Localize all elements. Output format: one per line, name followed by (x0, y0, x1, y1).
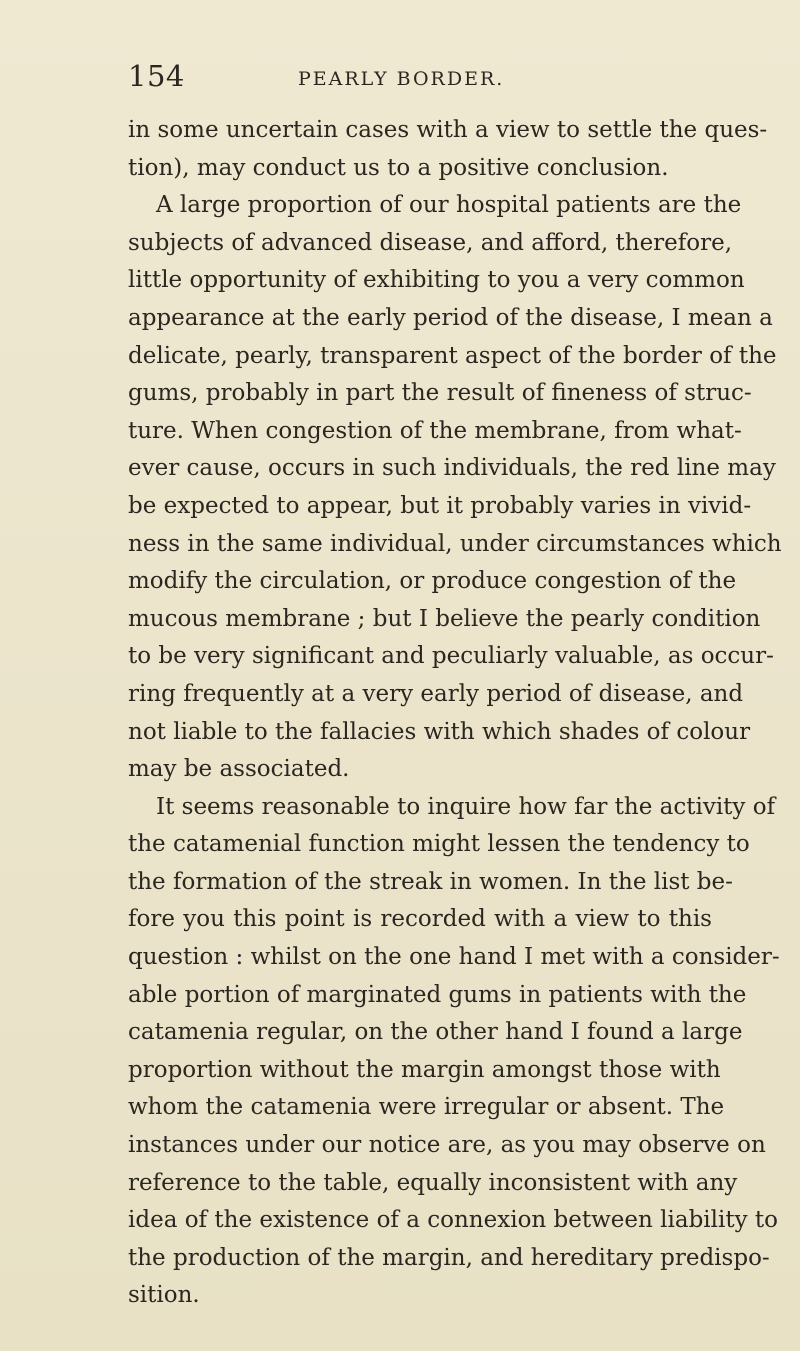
running-title: PEARLY BORDER. (298, 68, 505, 90)
text-line: ture. When congestion of the membrane, from what- (128, 417, 742, 444)
text-line: tion), may conduct us to a positive conclusion. (128, 154, 669, 181)
text-line: question : whilst on the one hand I met with a consider- (128, 944, 780, 971)
text-line: proportion without the margin amongst those with (128, 1056, 721, 1083)
page-number: 154 (128, 59, 185, 93)
text-line: sition. (128, 1282, 200, 1309)
body-text (128, 112, 782, 1315)
text-line: reference to the table, equally inconsistent with any (128, 1169, 738, 1196)
text-line: not liable to the fallacies with which shades of colour (128, 718, 751, 745)
text-line: the catamenial function might lessen the tendency to (128, 831, 750, 858)
text-line: in some uncertain cases with a view to settle the ques- (128, 117, 768, 143)
text-line: ness in the same individual, under circumstances which (128, 530, 782, 557)
text-line: delicate, pearly, transparent aspect of the border of the (128, 342, 777, 369)
text-line: may be associated. (128, 756, 350, 783)
text-line: little opportunity of exhibiting to you a very common (128, 267, 745, 294)
text-line: to be very significant and peculiarly valuable, as occur- (128, 643, 774, 670)
text-line: ever cause, occurs in such individuals, the red line may (128, 455, 776, 482)
text-line: instances under our notice are, as you may observe on (128, 1132, 766, 1159)
running-head (128, 58, 708, 94)
text-line: modify the circulation, or produce congestion of the (128, 568, 737, 595)
text-line: subjects of advanced disease, and afford, therefore, (128, 229, 733, 256)
text-line: A large proportion of our hospital patients are the (156, 192, 742, 219)
text-line: gums, probably in part the result of fineness of struc- (128, 380, 752, 407)
text-line: It seems reasonable to inquire how far the activity of (156, 793, 776, 820)
text-line: the production of the margin, and hereditary predispo- (128, 1244, 770, 1271)
text-line: the formation of the streak in women. In the list be- (128, 868, 733, 895)
text-line: whom the catamenia were irregular or absent. The (128, 1094, 725, 1121)
text-line: fore you this point is recorded with a view to this (128, 906, 712, 933)
text-line: catamenia regular, on the other hand I found a large (128, 1019, 743, 1046)
text-line: mucous membrane ; but I believe the pearly condition (128, 605, 761, 632)
text-line: ring frequently at a very early period of disease, and (128, 680, 744, 707)
text-line: appearance at the early period of the disease, I mean a (128, 304, 773, 331)
text-line: idea of the existence of a connexion between liability to (128, 1207, 778, 1234)
text-line: be expected to appear, but it probably varies in vivid- (128, 492, 752, 519)
text-line: able portion of marginated gums in patients with the (128, 981, 747, 1008)
